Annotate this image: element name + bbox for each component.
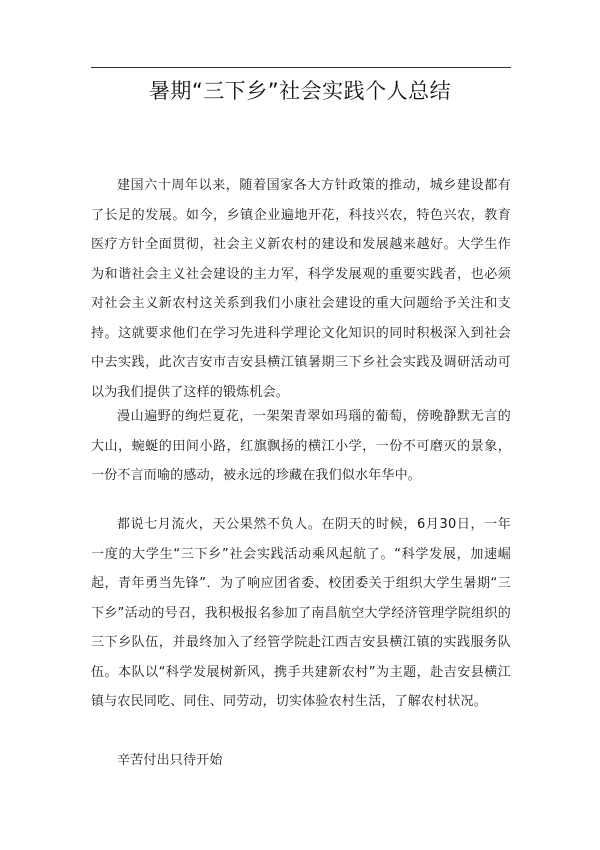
header-rule	[91, 67, 511, 68]
paragraph-scenery: 漫山遍野的绚烂夏花，一架架青翠如玛瑙的葡萄，傍晚静默无言的大山，蜿蜒的田间小路，红旗飘扬的横江小学，一份不可磨灭的景象，一份不言而喻的感动，被永远的珍藏在我们似水年华中。	[91, 409, 511, 483]
paragraph-intro: 建国六十周年以来，随着国家各大方针政策的推动，城乡建设都有了长足的发展。如今，乡镇企业遍地开花，科技兴农，特色兴农，教育医疗方针全面贯彻，社会主义新农村的建设和发展越来越好。大学生作为和谐社会主义社会建设的主力军，科学发展观的重要实践者，也必须对社会主义新农村这关系到我们小康社会建设的重大问题给予关注和支持。这就要求他们在学习先进科学理论文化知识的同时积极深入到社会中去实践，此次吉安市吉安县横江镇暑期三下乡社会实践及调研活动可以为我们提供了这样的锻炼机会。	[91, 178, 511, 400]
paragraph-departure: 都说七月流火，天公果然不负人。在阴天的时候，6月30日，一年一度的大学生“三下乡”社会实践活动乘风起航了。“科学发展，加速崛起，青年勇当先锋”．为了响应团省委、校团委关于组织大学生暑期“三下乡”活动的号召，我积极报名参加了南昌航空大学经济管理学院组织的三下乡队伍，并最终加入了经管学院赴江西吉安县横江镇的实践服务队伍。本队以“科学发展树新风，携手共建新农村”为主题，赴吉安县横江镇与农民同吃、同住、同劳动，切实体验农村生活，了解农村状况。	[91, 517, 511, 709]
document-title: 暑期“三下乡”社会实践个人总结	[148, 79, 452, 103]
section-heading: 辛苦付出只待开始	[117, 753, 223, 768]
